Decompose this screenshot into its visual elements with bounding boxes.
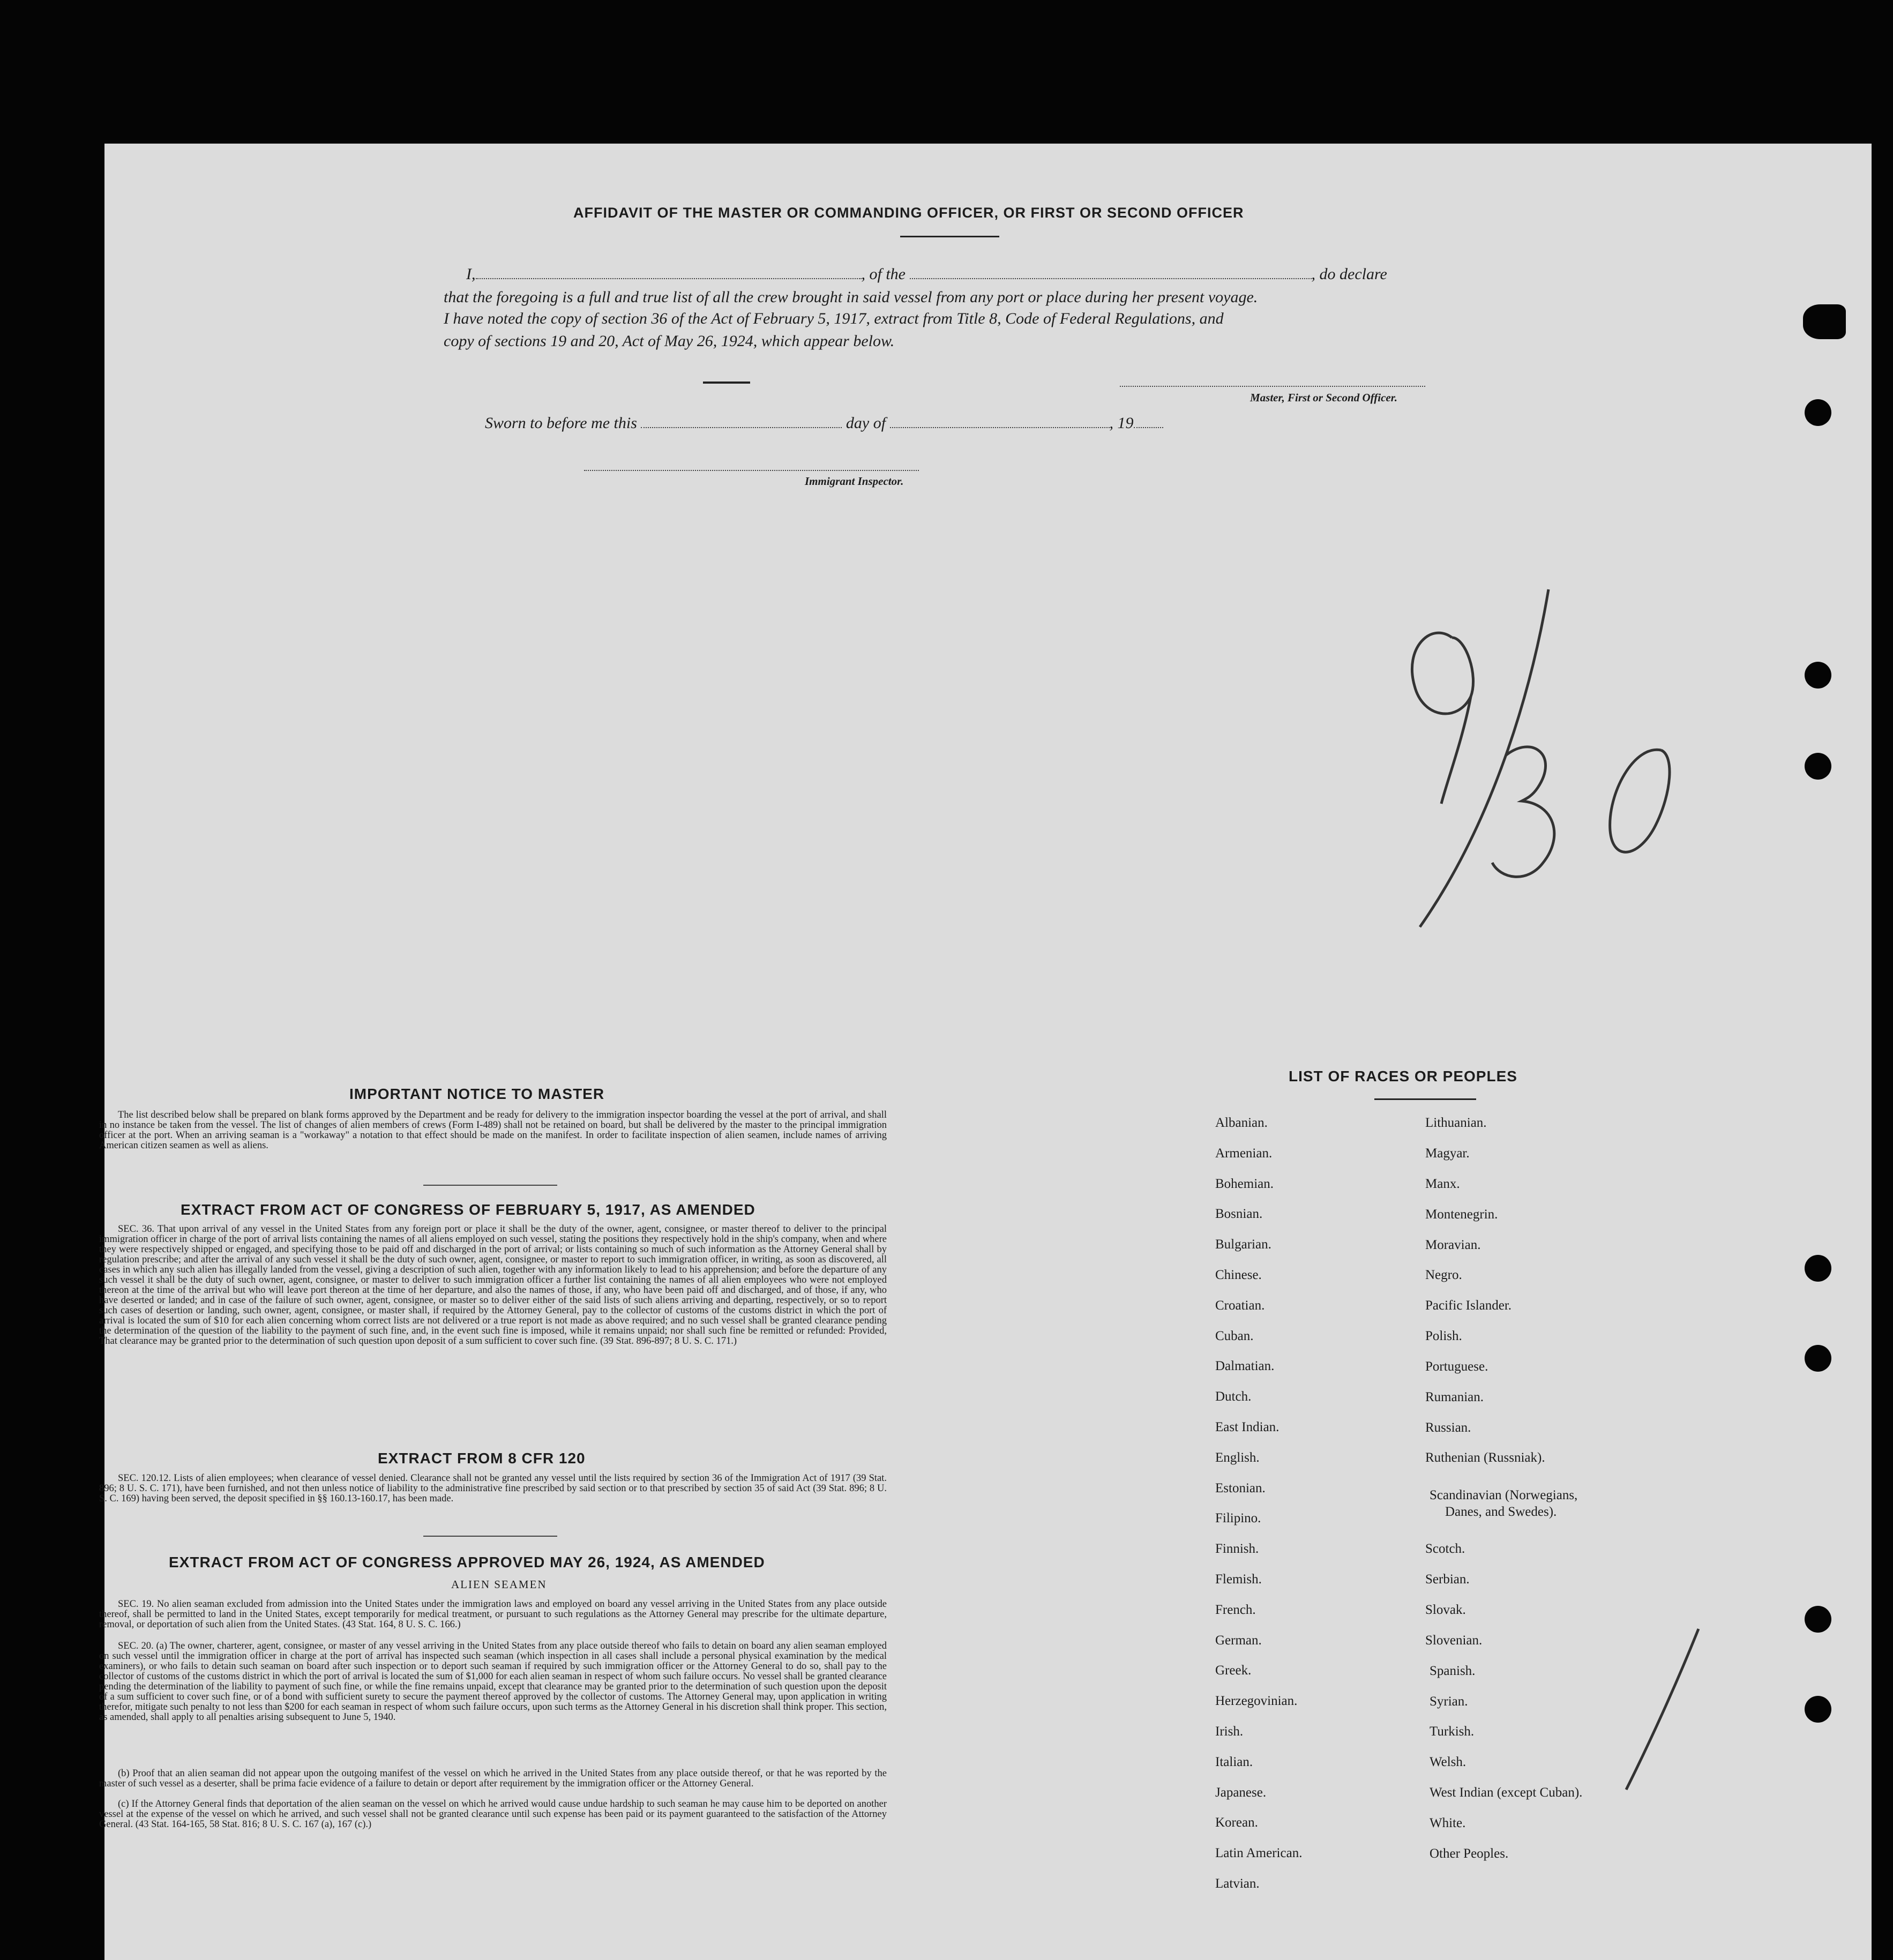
affidavit-i: I, xyxy=(466,265,476,283)
punch-hole xyxy=(1805,662,1831,689)
race-item: Bulgarian. xyxy=(1215,1237,1271,1252)
affidavit-line-3: I have noted the copy of section 36 of the Act of February 5, 1917, extract from Title 8, Code of Federal Regulations, and xyxy=(444,310,1224,327)
master-caption: Master, First or Second Officer. xyxy=(1250,391,1397,404)
race-item: Portuguese. xyxy=(1425,1359,1488,1374)
race-item: Chinese. xyxy=(1215,1268,1262,1282)
race-item: Latin American. xyxy=(1215,1846,1303,1861)
year-label: , 19 xyxy=(1109,414,1134,432)
handwritten-1 xyxy=(1618,1624,1704,1795)
race-item: Turkish. xyxy=(1430,1724,1475,1739)
punch-hole xyxy=(1805,1696,1831,1723)
races-rule xyxy=(1374,1098,1476,1100)
race-item: Herzegovinian. xyxy=(1215,1694,1298,1709)
dash-mark xyxy=(703,381,750,384)
extract-1924-subtitle: ALIEN SEAMEN xyxy=(451,1578,547,1591)
punch-hole xyxy=(1805,399,1831,426)
master-signature-line[interactable] xyxy=(1120,386,1425,387)
race-item: Filipino. xyxy=(1215,1511,1261,1526)
race-item: Bohemian. xyxy=(1215,1176,1274,1191)
race-item: Other Peoples. xyxy=(1430,1846,1509,1861)
race-item: Armenian. xyxy=(1215,1146,1273,1161)
race-item: Negro. xyxy=(1425,1268,1462,1282)
handwritten-9-30 xyxy=(1372,579,1693,932)
notice-title: IMPORTANT NOTICE TO MASTER xyxy=(349,1086,605,1102)
sec-20a-body: SEC. 20. (a) The owner, charterer, agent, consignee, or master of any vessel arriving in the United States from any place outside thereof who fails to detain on board any alien seaman employed on such vessel until the immigration officer in charge at the port of arrival has inspected such seaman (which inspection in all cases shall include a personal physical examination by the medical examiners), or who fails to detain such seaman on board after such inspection or to deport such seaman if required by such immigration officer or the Attorney General to do so, shall pay to the collector of customs of the customs district in which the port of arrival is located the sum of $1,000 for each alien seaman in respect of whom such failure occurs. No vessel shall be granted clearance pending the determination of the liability to payment of such fine, or while the fine remains unpaid, except that clearance may be granted prior to the determination of such question upon the deposit of a sum sufficient to cover such fine, or of a bond with sufficient surety to secure the payment thereof approved by the collector of customs. The Attorney General may, upon application in writing therefor, mitigate such penalty to not less than $200 for each seaman in respect of whom such failure occurs, upon such terms as the Attorney General in his discretion shall think proper. This section, as amended, shall apply to all penalties arising subsequent to June 5, 1940. xyxy=(99,1641,887,1723)
race-item: Lithuanian. xyxy=(1425,1116,1487,1130)
race-item: Serbian. xyxy=(1425,1572,1470,1587)
race-item: Albanian. xyxy=(1215,1116,1268,1130)
race-item: Slovenian. xyxy=(1425,1633,1483,1648)
race-item: Ruthenian (Russniak). xyxy=(1425,1450,1545,1465)
race-item: Korean. xyxy=(1215,1815,1258,1830)
month-blank[interactable] xyxy=(890,427,1110,428)
race-item: Estonian. xyxy=(1215,1480,1266,1495)
sec-20b-body: (b) Proof that an alien seaman did not appear upon the outgoing manifest of the vessel on which he arrived in the United States from any place outside thereof, or that he was reported by the master of such vessel as a deserter, shall be prima facie evidence of a failure to detain or deport after requirement by the immigration officer or the Attorney General. xyxy=(99,1768,887,1789)
race-item: Magyar. xyxy=(1425,1146,1470,1161)
race-item: Bosnian. xyxy=(1215,1207,1263,1222)
race-item: French. xyxy=(1215,1602,1256,1617)
sec-19-body: SEC. 19. No alien seaman excluded from admission into the United States under the immigration laws and employed on board any vessel arriving in the United States from any place outside thereof, shall be permitted to land in the United States, except temporarily for medical treatment, or pursuant to such regulations as the Attorney General may prescribe for the ultimate departure, removal, or deportation of such alien from the United States. (43 Stat. 164, 8 U. S. C. 166.) xyxy=(99,1599,887,1630)
sworn-line xyxy=(485,414,1163,432)
race-item: German. xyxy=(1215,1633,1262,1648)
race-item: Dalmatian. xyxy=(1215,1359,1275,1374)
affidavit-line-2: that the foregoing is a full and true list of all the crew brought in said vessel from any port or place during her present voyage. xyxy=(444,288,1258,306)
race-item: White. xyxy=(1430,1816,1466,1830)
sec-20c-body: (c) If the Attorney General finds that deportation of the alien seaman on the vessel on which he arrived would cause undue hardship to such seaman he may cause him to be deported on another vessel at the expense of the vessel on which he arrived, and such vessel shall not be granted clearance until such expense has been paid or its payment guaranteed to the satisfaction of the Attorney General. (43 Stat. 164-165, 58 Stat. 816; 8 U. S. C. 167 (a), 167 (c).) xyxy=(99,1799,887,1830)
race-item: Moravian. xyxy=(1425,1238,1481,1252)
sworn-day-blank[interactable] xyxy=(641,427,842,428)
race-item: Greek. xyxy=(1215,1663,1252,1678)
race-item: West Indian (except Cuban). xyxy=(1430,1785,1583,1800)
race-item: Croatian. xyxy=(1215,1298,1265,1313)
divider xyxy=(423,1185,557,1186)
race-item: Manx. xyxy=(1425,1177,1460,1191)
divider xyxy=(423,1536,557,1537)
extract-cfr-title: EXTRACT FROM 8 CFR 120 xyxy=(378,1450,586,1467)
punch-hole xyxy=(1805,1255,1831,1282)
sworn-label: Sworn to before me this xyxy=(485,414,637,432)
affidavit-of-the: , of the xyxy=(861,265,906,283)
race-item: Irish. xyxy=(1215,1724,1244,1739)
affidavit-declare: , do declare xyxy=(1311,265,1387,283)
affidavit-title: AFFIDAVIT OF THE MASTER OR COMMANDING OFFICER, OR FIRST OR SECOND OFFICER xyxy=(573,205,1244,221)
race-item: Rumanian. xyxy=(1425,1390,1484,1404)
vessel-blank[interactable] xyxy=(910,278,1312,279)
race-item: Flemish. xyxy=(1215,1572,1262,1587)
race-item: Welsh. xyxy=(1430,1755,1466,1769)
race-item: Montenegrin. xyxy=(1425,1207,1498,1222)
race-item: Scotch. xyxy=(1425,1542,1465,1556)
extract-1924-title: EXTRACT FROM ACT OF CONGRESS APPROVED MAY 26, 1924, AS AMENDED xyxy=(169,1554,765,1570)
race-item: Polish. xyxy=(1425,1329,1462,1343)
inspector-caption: Immigrant Inspector. xyxy=(805,475,904,488)
punch-hole xyxy=(1805,753,1831,780)
year-blank[interactable] xyxy=(1134,427,1163,428)
race-item: Spanish. xyxy=(1430,1664,1476,1678)
extract-cfr-body: SEC. 120.12. Lists of alien employees; when clearance of vessel denied. Clearance shall not be granted any vessel until the lists required by section 36 of the Immigration Act of 1917 (39 Stat. 896; 8 U. S. C. 171), have been furnished, and not then unless notice of liability to the administrative fine prescribed by said section or to that prescribed by section 35 of said Act (39 Stat. 896; 8 U. S. C. 169) having been served, the deposit specified in §§ 160.13-160.17, has been made. xyxy=(99,1473,887,1504)
extract-1917-title: EXTRACT FROM ACT OF CONGRESS OF FEBRUARY 5, 1917, AS AMENDED xyxy=(181,1201,755,1218)
race-item: English. xyxy=(1215,1450,1260,1465)
race-item: Japanese. xyxy=(1215,1785,1267,1800)
name-blank[interactable] xyxy=(476,278,862,279)
race-item: Scandinavian (Norwegians, xyxy=(1430,1488,1578,1502)
title-rule xyxy=(900,236,999,237)
day-of-label: day of xyxy=(846,414,886,432)
races-title: LIST OF RACES OR PEOPLES xyxy=(1289,1068,1517,1084)
punch-hole xyxy=(1803,304,1846,339)
race-item: Slovak. xyxy=(1425,1603,1466,1617)
race-item: Cuban. xyxy=(1215,1328,1254,1343)
race-item: Syrian. xyxy=(1430,1694,1468,1709)
affidavit-line-4: copy of sections 19 and 20, Act of May 26, 1924, which appear below. xyxy=(444,332,895,350)
race-item: Finnish. xyxy=(1215,1542,1259,1557)
inspector-signature-line[interactable] xyxy=(584,470,919,471)
race-item: Pacific Islander. xyxy=(1425,1298,1512,1313)
race-item: Italian. xyxy=(1215,1754,1253,1769)
extract-1917-body: SEC. 36. That upon arrival of any vessel in the United States from any foreign port or place it shall be the duty of the owner, agent, consignee, or master thereof to deliver to the principal immigration officer in charge of the port of arrival lists containing the names of all aliens employed on such vessel, stating the positions they respectively hold in the ship's company, when and where they were respectively shipped or engaged, and specifying those to be paid off and discharged in the port of arrival; or lists containing so much of such information as the Attorney General shall by regulation prescribe; and after the arrival of any such vessel it shall be the duty of such owner, agent, consignee, or master to report to such immigration officer, in writing, as soon as discovered, all cases in which any such alien has illegally landed from the vessel, giving a description of such alien, together with any information likely to lead to his apprehension; and before the departure of any such vessel it shall be the duty of such owner, agent, consignee, or master to deliver to such immigration officer a further list containing the names of all alien employees who were not employed thereon at the time of the arrival but who will leave port thereon at the time of her departure, and also the names of those, if any, who have been paid off and discharged, and of those, if any, who have deserted or landed; and in case of the failure of such owner, agent, consignee, or master so to deliver either of the said lists of such aliens arriving and departing, respectively, or so to report such cases of desertion or landing, such owner, agent, consignee, or master shall, if required by the Attorney General, pay to the collector of customs of the customs district in which the port of arrival is located the sum of $10 for each alien concerning whom correct lists are not delivered or a true report is not made as above required; and no such vessel shall be granted clearance pending the determination of the question of the liability to the payment of such fine, and, in the event such fine is imposed, while it remains unpaid; nor shall such fine be remitted or refunded: Provided, That clearance may be granted prior to the determination of such question upon deposit of a sum sufficient to cover such fine. (39 Stat. 896-897; 8 U. S. C. 171.) xyxy=(99,1224,887,1346)
race-item: East Indian. xyxy=(1215,1420,1280,1434)
punch-hole xyxy=(1805,1606,1831,1633)
race-item: Russian. xyxy=(1425,1420,1471,1435)
race-item: Dutch. xyxy=(1215,1389,1252,1404)
race-item: Danes, and Swedes). xyxy=(1445,1505,1557,1519)
notice-body: The list described below shall be prepared on blank forms approved by the Department and be ready for delivery to the immigration inspector boarding the vessel at the port of arrival, and shall in no instance be taken from the vessel. The list of changes of alien members of crews (Form I-489) shall not be retained on board, but shall be delivered by the master to the principal immigration officer at the port. When an arriving seaman is a "workaway" a notation to that effect should be made on the manifest. In order to facilitate inspection of alien seamen, include names of arriving American citizen seamen as well as aliens. xyxy=(99,1110,887,1151)
punch-hole xyxy=(1805,1345,1831,1372)
affidavit-line-1 xyxy=(466,265,1387,283)
race-item: Latvian. xyxy=(1215,1876,1260,1891)
